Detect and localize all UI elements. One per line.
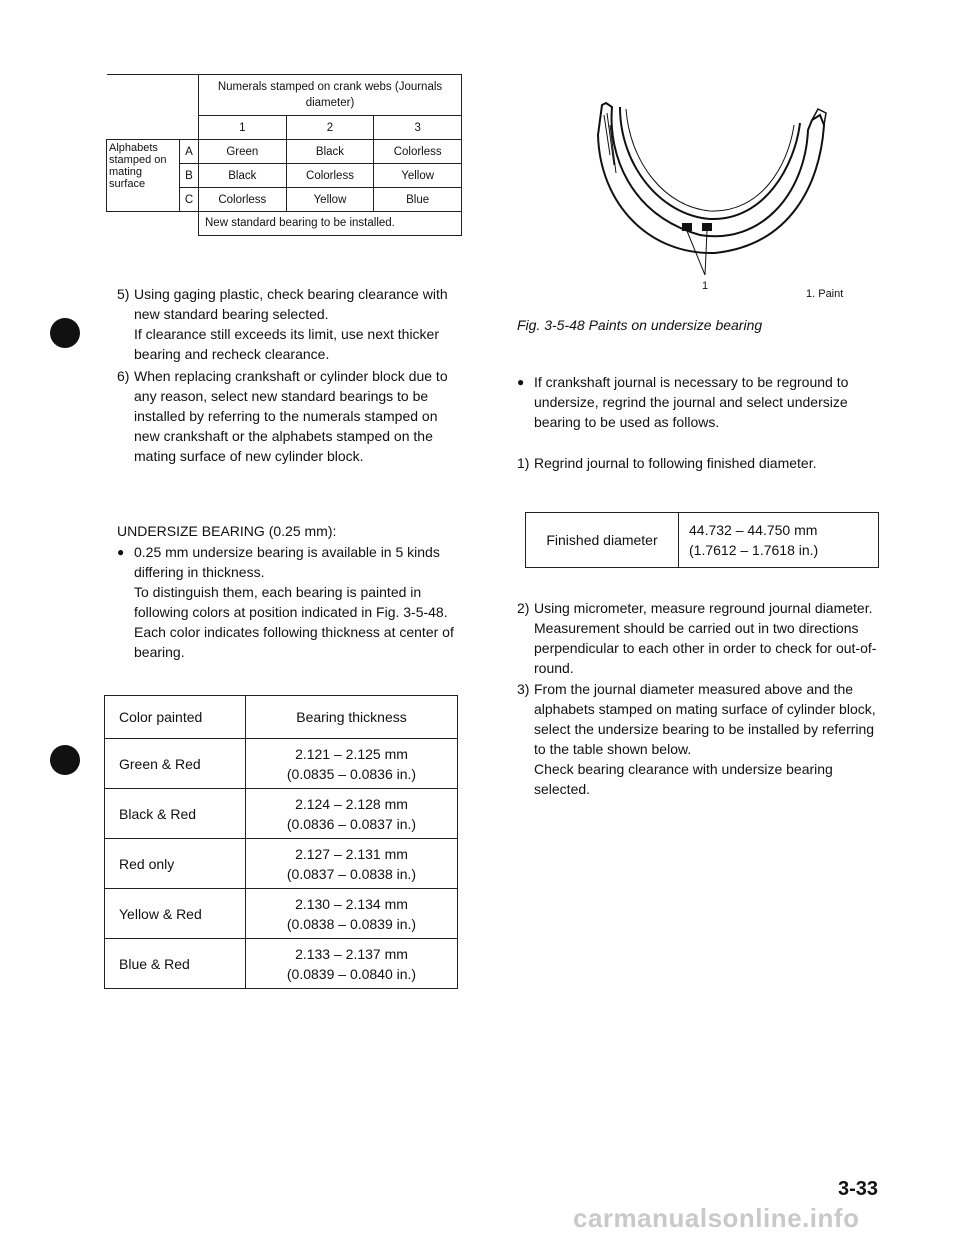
table-cell: Blue [374,188,462,212]
color-cell: Red only [105,839,246,889]
thickness-in: (0.0837 – 0.0838 in.) [286,865,417,882]
bullet-text: 0.25 mm undersize bearing is available in 5 kinds differing in thickness. [134,544,440,580]
diameter-in: (1.7612 – 1.7618 in.) [689,542,819,558]
row-label: Alphabets stamped on mating surface [107,140,180,212]
bearing-thickness-table [104,695,458,989]
thickness-mm: 2.133 – 2.137 mm [295,945,408,962]
bullet-dot: ● [517,375,525,389]
table-cell: Yellow [286,188,374,212]
diameter-mm: 44.732 – 44.750 mm [689,522,818,538]
step-3 [517,679,879,799]
table-cell: Black [199,164,287,188]
watermark: carmanualsonline.info [573,1203,860,1233]
col-header: 1 [199,116,287,140]
value-cell [679,513,879,568]
col-header: 3 [374,116,462,140]
undersize-heading: UNDERSIZE BEARING (0.25 mm): [117,523,337,539]
page-number: 3-33 [838,1178,879,1200]
step-text: Check bearing clearance with undersize bearing selected. [534,761,833,797]
color-cell: Yellow & Red [105,889,246,939]
row-letter: B [180,164,199,188]
thickness-mm: 2.124 – 2.128 mm [295,795,408,812]
table-cell: Colorless [286,164,374,188]
col-header: Bearing thickness [246,696,458,739]
figure-callout: 1 [702,280,709,292]
row-letter: C [180,188,199,212]
thickness-mm: 2.121 – 2.125 mm [295,745,408,762]
binder-hole-top [50,318,80,348]
step-6 [117,366,462,466]
table-cell: Green [199,140,287,164]
row-letter: A [180,140,199,164]
thickness-cell [246,889,458,939]
figure-legend: 1. Paint [806,288,844,300]
step-number: 2) [517,600,530,616]
bearing-illustration [590,95,850,295]
color-cell: Green & Red [105,739,246,789]
step-text: If clearance still exceeds its limit, use next thicker bearing and recheck clearance. [134,326,440,362]
thickness-in: (0.0836 – 0.0837 in.) [286,815,417,832]
col-header: 2 [286,116,374,140]
thickness-mm: 2.130 – 2.134 mm [295,895,408,912]
bullet-dot: ● [117,545,125,559]
thickness-cell [246,739,458,789]
step-text: Using gaging plastic, check bearing clearance with new standard bearing selected. [134,286,448,322]
table-note: New standard bearing to be installed. [199,212,462,236]
step-text: When replacing crankshaft or cylinder block due to any reason, select new standard bearings to be installed by referring to the numerals stamped on new crankshaft or the alphabets stamped on the mating surface of new cylinder block. [134,368,448,464]
step-text: Using micrometer, measure reground journal diameter. Measurement should be carried out in two directions perpendicular to each other in order to check for out-of-round. [534,600,877,676]
color-cell: Black & Red [105,789,246,839]
paragraph: Each color indicates following thickness at center of bearing. [134,624,454,660]
step-1 [517,453,879,473]
thickness-mm: 2.127 – 2.131 mm [295,845,408,862]
step-text: From the journal diameter measured above and the alphabets stamped on mating surface of cylinder block, select the undersize bearing to be installed by referring to the table shown below. [534,681,876,757]
thickness-cell [246,789,458,839]
table-header: Numerals stamped on crank webs (Journals diameter) [199,75,462,116]
thickness-in: (0.0835 – 0.0836 in.) [286,765,417,782]
finished-diameter-table [525,512,879,568]
bullet-text: If crankshaft journal is necessary to be reground to undersize, regrind the journal and select undersize bearing to be used as follows. [534,374,849,430]
step-5 [117,284,462,364]
thickness-in: (0.0839 – 0.0840 in.) [286,965,417,982]
paragraph: To distinguish them, each bearing is painted in following colors at position indicated in Fig. 3-5-48. [134,584,448,620]
step-number: 3) [517,681,530,697]
step-text: Regrind journal to following finished diameter. [534,455,817,471]
thickness-cell [246,839,458,889]
col-header: Color painted [105,696,246,739]
step-number: 1) [517,455,530,471]
binder-hole-bottom [50,745,80,775]
undersize-bullet [117,542,462,662]
table-cell: Black [286,140,374,164]
label-cell: Finished diameter [526,513,679,568]
journal-bearing-table [106,74,462,236]
step-2 [517,598,879,678]
step-number: 5) [117,286,130,302]
figure-caption: Fig. 3-5-48 Paints on undersize bearing [517,317,763,333]
step-number: 6) [117,368,130,384]
thickness-in: (0.0838 – 0.0839 in.) [286,915,417,932]
table-cell: Colorless [199,188,287,212]
table-cell: Yellow [374,164,462,188]
right-bullet [517,372,879,432]
color-cell: Blue & Red [105,939,246,989]
table-cell: Colorless [374,140,462,164]
thickness-cell [246,939,458,989]
